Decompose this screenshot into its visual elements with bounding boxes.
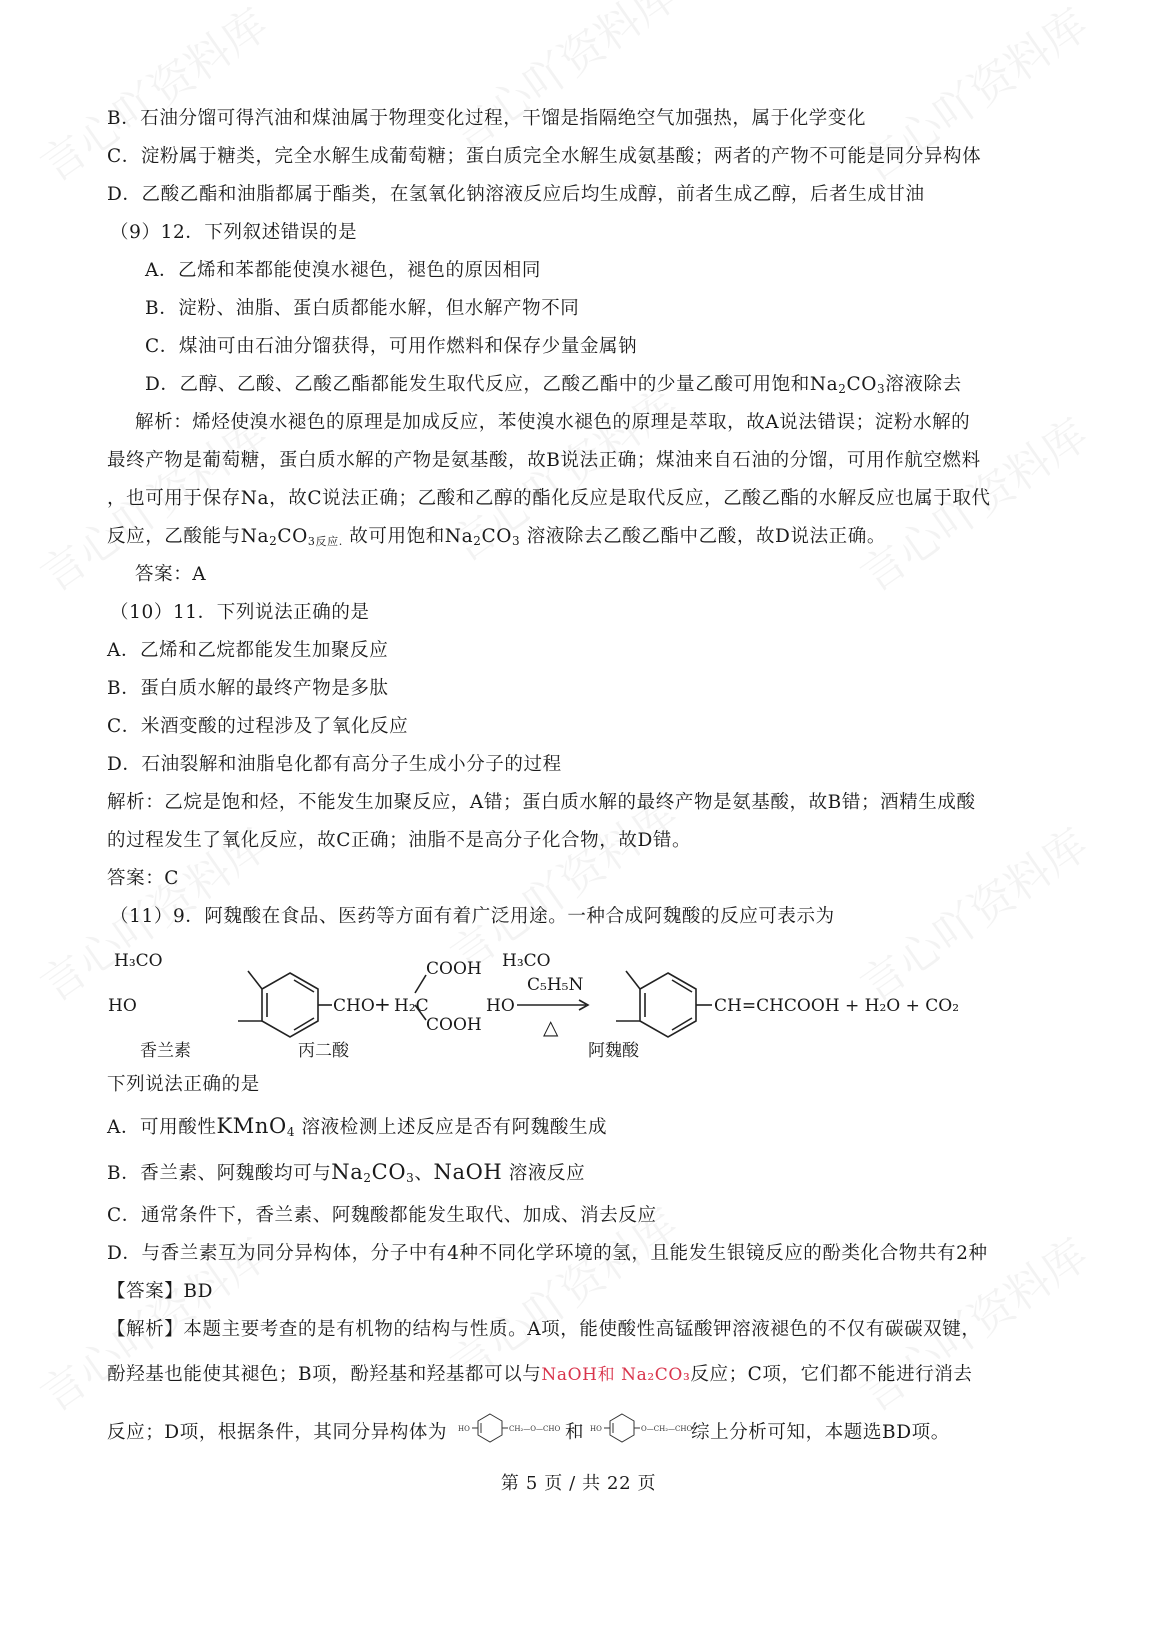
question-10-explanation: 的过程发生了氧化反应，故C正确；油脂不是高分子化合物，故D错。 [107,830,692,851]
highlight-reagents: NaOH和 Na₂CO₃ [541,1365,691,1385]
question-11-explanation: 综上分析可知，本题选BD项。 [691,1422,950,1443]
question-11-option-d: D．与香兰素互为同分异构体，分子中有4种不同化学环境的氢，且能发生银镜反应的酚类化合物共有2种 [107,1243,988,1264]
exp-text: CO [277,526,308,547]
iso1-tail: CH₂—O—CHO [509,1425,561,1433]
question-11-answer: 【答案】BD [107,1281,214,1302]
plus-sign: + [374,992,391,1016]
exp-text: CO [481,526,512,547]
and-connector: 和 [565,1422,585,1443]
question-11-explanation [107,1363,973,1387]
h3co-label: H₃CO [502,951,551,971]
question-11-option-b [107,1160,585,1186]
question-11-option-a [107,1114,607,1140]
question-10-option-a: A．乙烯和乙烷都能发生加聚反应 [107,640,389,661]
cooh-bottom-label: COOH [426,1015,482,1035]
question-10-option-d: D．石油裂解和油脂皂化都有高分子生成小分子的过程 [107,754,562,775]
product-formula: CH=CHCOOH + H₂O + CO₂ [714,996,960,1016]
question-9-option-a: A．乙烯和苯都能使溴水褪色，褪色的原因相同 [145,260,541,281]
option-c-top: C．淀粉属于糖类，完全水解生成葡萄糖；蛋白质完全水解生成氨基酸；两者的产物不可能是同分异构体 [107,146,982,167]
ho-label: HO [458,1425,470,1433]
q9-d-text: D．乙醇、乙酸、乙酸乙酯都能发生取代反应，乙酸乙酯中的少量乙酸可用饱和Na [145,374,839,395]
question-9-answer: 答案：A [135,564,207,585]
question-11-title: （11）9．阿魏酸在食品、医药等方面有着广泛用途。一种合成阿魏酸的反应可表示为 [110,906,835,927]
exp-sub: 2 [269,534,278,548]
exp-text: 故可用饱和Na [342,526,474,547]
question-9-explanation: ，也可用于保存Na，故C说法正确；乙酸和乙醇的酯化反应是取代反应，乙酸乙酯的水解反应也属于取代 [107,488,991,509]
option-b-top: B．石油分馏可得汽油和煤油属于物理变化过程，干馏是指隔绝空气加强热，属于化学变化 [107,108,867,129]
question-10-explanation: 解析：乙烷是饱和烃，不能发生加聚反应，A错；蛋白质水解的最终产物是氨基酸，故B错；酒精生成酸 [107,792,976,813]
opt-text: 溶液检测上述反应是否有阿魏酸生成 [295,1117,608,1138]
opt-text: B．香兰素、阿魏酸均可与 [107,1163,332,1184]
exp-text: 溶液除去乙酸乙酯中乙酸，故D说法正确。 [520,526,886,547]
exp-text: 酚羟基也能使其褪色；B项，酚羟基和羟基都可以与 [107,1364,542,1385]
question-9-explanation [107,525,886,549]
heat-symbol: △ [543,1015,559,1039]
question-10-option-b: B．蛋白质水解的最终产物是多肽 [107,678,389,699]
question-9-option-c: C．煤油可由石油分馏获得，可用作燃料和保存少量金属钠 [145,336,638,357]
question-9-explanation: 最终产物是葡萄糖，蛋白质水解的产物是氨基酸，故B说法正确；煤油来自石油的分馏，可用作航空燃料 [107,450,981,471]
naoh: NaOH [433,1160,503,1184]
exp-sub: 3反应. [307,535,343,548]
kmno4-sub: 4 [286,1125,296,1139]
ho-label: HO [590,1425,602,1433]
na2co3: CO [371,1160,407,1184]
option-d-top: D．乙酸乙酯和油脂都属于酯类，在氢氧化钠溶液反应后均生成醇，前者生成乙醇，后者生成甘油 [107,184,925,205]
question-10-option-c: C．米酒变酸的过程涉及了氧化反应 [107,716,409,737]
question-11-option-c: C．通常条件下，香兰素、阿魏酸都能发生取代、加成、消去反应 [107,1205,657,1226]
opt-text: A．可用酸性 [107,1117,217,1138]
reaction-scheme [100,938,960,1066]
q9-d-tail: 溶液除去 [885,374,962,395]
exp-text: 反应；C项，它们都不能进行消去 [690,1364,973,1385]
exp-sub: 2 [473,534,482,548]
ferulic-acid-label: 阿魏酸 [588,1041,639,1061]
cooh-top-label: COOH [426,959,482,979]
q9-d-sub: 2 [838,382,847,396]
na2co3-sub: 3 [406,1171,415,1185]
question-9-option-d [145,373,962,397]
isomer-structure-2 [588,1408,692,1446]
ho-label: HO [486,996,515,1016]
question-10-answer: 答案：C [107,868,180,889]
na2co3: Na [331,1160,364,1184]
kmno4: KMnO [216,1114,287,1138]
question-9-option-b: B．淀粉、油脂、蛋白质都能水解，但水解产物不同 [145,298,580,319]
question-9-explanation: 解析：烯烃使溴水褪色的原理是加成反应，苯使溴水褪色的原理是萃取，故A说法错误；淀粉水解的 [135,412,971,433]
question-11-explanation [107,1421,447,1445]
vanillin-label: 香兰素 [140,1041,191,1061]
catalyst-label: C₅H₅N [527,975,584,995]
question-11-explanation: 【解析】本题主要考查的是有机物的结构与性质。A项，能使酸性高锰酸钾溶液褪色的不仅有碳碳双键， [107,1319,981,1340]
q9-d-co: CO [846,374,878,395]
exp-text: 反应，乙酸能与Na [107,526,270,547]
opt-text: 、 [414,1163,434,1184]
opt-text: 溶液反应 [502,1163,586,1184]
watermark [846,810,1099,1014]
na2co3-sub: 2 [363,1171,372,1185]
h3co-label: H₃CO [114,951,163,971]
exp-text: 反应；D项，根据条件，其同分异构体为 [107,1422,448,1443]
malonic-acid-label: 丙二酸 [298,1041,349,1061]
question-9-title: （9）12．下列叙述错误的是 [110,222,358,243]
page-footer: 第 5 页 / 共 22 页 [500,1473,657,1494]
question-11-prompt: 下列说法正确的是 [107,1074,260,1095]
cho-label: CHO [333,996,375,1016]
watermark [436,0,689,164]
isomer-structure-1 [456,1408,560,1446]
exp-sub: 3 [512,534,521,548]
iso2-tail: O—CH₂—CHO [641,1425,693,1433]
question-10-title: （10）11．下列说法正确的是 [110,602,370,623]
ho-label: HO [108,996,137,1016]
h2c-label: H₂C [394,996,429,1016]
q9-d-sub: 3 [877,382,886,396]
